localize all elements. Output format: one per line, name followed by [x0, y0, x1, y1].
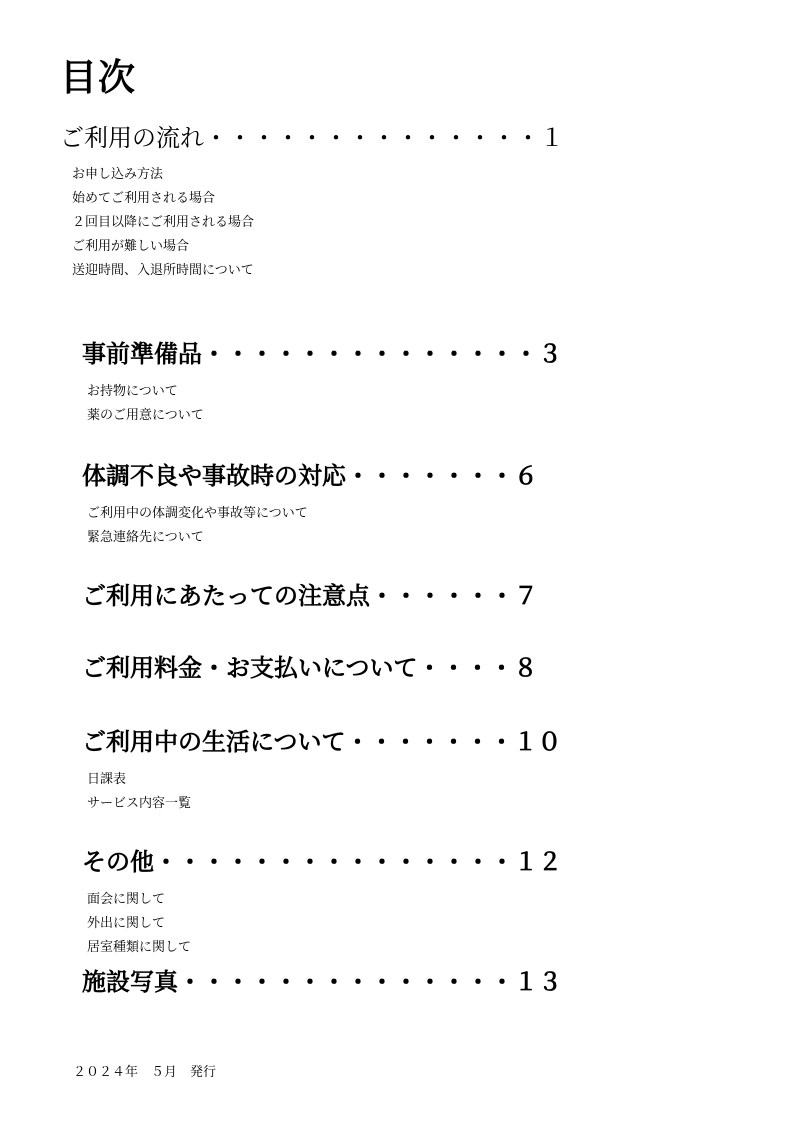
toc-subitem[interactable]: サービス内容一覧	[87, 795, 192, 811]
toc-page-number: １	[540, 124, 564, 152]
toc-section-other	[0, 849, 760, 960]
toc-page-number: １０	[513, 728, 562, 756]
toc-page-number: ３	[538, 340, 562, 368]
toc-heading[interactable]	[0, 341, 760, 369]
toc-subitem[interactable]: ご利用中の体調変化や事故等について	[87, 505, 308, 521]
toc-subitem[interactable]: 始めてご利用される場合	[72, 190, 216, 206]
toc-page-number: １３	[514, 968, 562, 996]
toc-leader: ・・・・・・・・・・・・・・	[202, 340, 538, 368]
toc-heading-title: 事前準備品	[82, 340, 202, 368]
toc-heading-title: ご利用中の生活について	[82, 728, 346, 756]
toc-subitem[interactable]: お持物について	[87, 383, 178, 399]
toc-subitem[interactable]: 居室種類に関して	[87, 939, 192, 955]
toc-heading[interactable]	[0, 849, 760, 877]
toc-heading-title: ご利用料金・お支払いについて	[82, 654, 418, 682]
toc-leader: ・・・・・・・・・・・・・・・	[154, 848, 514, 876]
toc-subitem-list	[0, 380, 760, 428]
toc-leader: ・・・・・・・	[345, 728, 514, 756]
toc-section-emergency	[0, 463, 760, 550]
toc-page-number: ７	[514, 582, 538, 610]
toc-page-number: １２	[514, 848, 562, 876]
publication-date: ２０２４年 ５月 発行	[73, 1065, 217, 1080]
toc-heading[interactable]	[0, 729, 760, 757]
toc-subitem[interactable]: 薬のご用意について	[87, 407, 204, 423]
toc-subitem[interactable]: ご利用が難しい場合	[72, 238, 190, 254]
toc-heading-title: その他	[82, 848, 154, 876]
toc-section-preparation	[0, 341, 760, 428]
toc-subitem-list	[0, 163, 760, 283]
toc-subitem[interactable]: ２回目以降にご利用される場合	[72, 214, 255, 230]
toc-page-number: ６	[514, 462, 538, 490]
toc-heading-title: ご利用の流れ	[60, 124, 204, 152]
toc-leader: ・・・・・・・・・・・・・・	[178, 968, 514, 996]
toc-heading[interactable]	[0, 463, 760, 491]
toc-section-daily-life	[0, 729, 760, 816]
toc-leader: ・・・・・・	[370, 582, 514, 610]
toc-heading-title: ご利用にあたっての注意点	[82, 582, 370, 610]
toc-heading[interactable]	[0, 583, 760, 611]
page-title: 目次	[60, 56, 136, 99]
toc-subitem-list	[0, 768, 760, 816]
toc-section-precautions	[0, 583, 760, 611]
toc-page-number: ８	[513, 654, 538, 682]
toc-section-facility-photos	[0, 969, 760, 997]
toc-subitem[interactable]: 面会に関して	[87, 891, 166, 907]
toc-leader: ・・・・・・・	[346, 462, 514, 490]
toc-heading[interactable]	[0, 969, 760, 997]
toc-heading[interactable]	[0, 125, 760, 153]
toc-leader: ・・・・・・・・・・・・・・	[204, 124, 540, 152]
toc-section-fees	[0, 655, 760, 683]
toc-heading[interactable]	[0, 655, 760, 683]
toc-subitem-list	[0, 888, 760, 960]
toc-section-usage-flow	[0, 125, 760, 283]
toc-subitem-list	[0, 502, 760, 550]
toc-heading-title: 体調不良や事故時の対応	[82, 462, 346, 490]
toc-subitem[interactable]: 緊急連絡先について	[87, 529, 204, 545]
toc-subitem[interactable]: お申し込み方法	[72, 166, 164, 182]
toc-heading-title: 施設写真	[82, 968, 178, 996]
toc-subitem[interactable]: 外出に関して	[87, 915, 166, 931]
toc-leader: ・・・・	[417, 654, 514, 682]
toc-subitem[interactable]: 日課表	[87, 771, 127, 787]
toc-subitem[interactable]: 送迎時間、入退所時間について	[72, 262, 254, 278]
